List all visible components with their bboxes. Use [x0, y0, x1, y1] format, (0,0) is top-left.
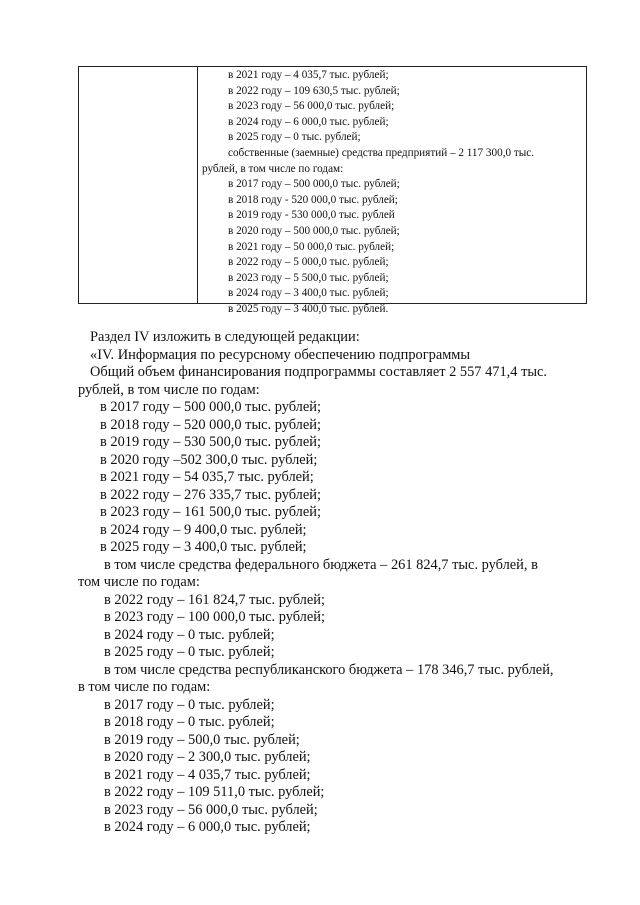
body-line-23: в 2018 году – 0 тыс. рублей;	[104, 714, 275, 730]
body-line-27: в 2022 году – 109 511,0 тыс. рублей;	[104, 784, 325, 800]
table-left-cell	[79, 67, 198, 303]
body-line-6: в 2018 году – 520 000,0 тыс. рублей;	[100, 416, 321, 433]
table-line-13: в 2022 году – 5 000,0 тыс. рублей;	[228, 256, 389, 269]
body-line-26: в 2021 году – 4 035,7 тыс. рублей;	[104, 766, 311, 783]
body-line-13: в 2025 году – 3 400,0 тыс. рублей;	[100, 539, 307, 555]
body-line-9: в 2021 году – 54 035,7 тыс. рублей;	[100, 469, 314, 485]
body-line-3: Общий объем финансирования подпрограммы составляет 2 557 471,4 тыс.	[90, 364, 548, 380]
table-line-2: в 2022 году – 109 630,5 тыс. рублей;	[228, 84, 400, 97]
document-body	[78, 329, 588, 837]
body-line-15: том числе по годам:	[78, 574, 200, 590]
table-line-1: в 2021 году – 4 035,7 тыс. рублей;	[228, 69, 389, 81]
body-line-7: в 2019 году – 530 500,0 тыс. рублей;	[100, 434, 321, 450]
body-line-29: в 2024 году – 6 000,0 тыс. рублей;	[104, 819, 311, 835]
body-line-17: в 2023 году – 100 000,0 тыс. рублей;	[104, 609, 325, 625]
table-line-9: в 2018 году - 520 000,0 тыс. рублей;	[228, 193, 398, 206]
table-line-16: в 2025 году – 3 400,0 тыс. рублей.	[228, 302, 389, 315]
table-line-8: в 2017 году – 500 000,0 тыс. рублей;	[228, 178, 400, 191]
body-line-28: в 2023 году – 56 000,0 тыс. рублей;	[104, 801, 318, 818]
body-line-2: «IV. Информация по ресурсному обеспечению подпрограммы	[90, 346, 471, 363]
body-line-11: в 2023 году – 161 500,0 тыс. рублей;	[100, 504, 321, 520]
body-line-19: в 2025 году – 0 тыс. рублей;	[104, 644, 275, 660]
table-line-4: в 2024 году – 6 000,0 тыс. рублей;	[228, 115, 389, 128]
body-line-10: в 2022 году – 276 335,7 тыс. рублей;	[100, 486, 321, 503]
body-line-16: в 2022 году – 161 824,7 тыс. рублей;	[104, 591, 325, 608]
body-line-24: в 2019 году – 500,0 тыс. рублей;	[104, 731, 300, 748]
table-line-3: в 2023 году – 56 000,0 тыс. рублей;	[228, 100, 395, 113]
body-line-25: в 2020 году – 2 300,0 тыс. рублей;	[104, 749, 311, 765]
body-line-21: в том числе по годам:	[78, 679, 211, 695]
funding-table	[78, 66, 587, 315]
body-line-18: в 2024 году – 0 тыс. рублей;	[104, 626, 275, 643]
table-line-10: в 2019 году - 530 000,0 тыс. рублей	[228, 209, 395, 222]
table-line-6: собственные (заемные) средства предприятий – 2 117 300,0 тыс.	[228, 146, 535, 159]
body-line-22: в 2017 году – 0 тыс. рублей;	[104, 696, 275, 713]
table-line-12: в 2021 году – 50 000,0 тыс. рублей;	[228, 240, 395, 253]
body-line-12: в 2024 году – 9 400,0 тыс. рублей;	[100, 521, 307, 538]
body-line-14: в том числе средства федерального бюджета – 261 824,7 тыс. рублей, в	[104, 556, 538, 573]
table-line-15: в 2024 году – 3 400,0 тыс. рублей;	[228, 287, 389, 300]
table-line-14: в 2023 году – 5 500,0 тыс. рублей;	[228, 271, 389, 284]
table-line-7: рублей, в том числе по годам:	[202, 162, 344, 175]
table-right-cell	[198, 68, 582, 318]
body-line-1: Раздел IV изложить в следующей редакции:	[90, 329, 360, 345]
table-line-5: в 2025 году – 0 тыс. рублей;	[228, 131, 361, 144]
body-line-8: в 2020 году –502 300,0 тыс. рублей;	[100, 451, 318, 468]
body-line-4: рублей, в том числе по годам:	[78, 381, 260, 398]
body-line-20: в том числе средства республиканского бюджета – 178 346,7 тыс. рублей,	[104, 661, 554, 678]
table-line-11: в 2020 году – 500 000,0 тыс. рублей;	[228, 224, 400, 237]
body-line-5: в 2017 году – 500 000,0 тыс. рублей;	[100, 399, 321, 415]
